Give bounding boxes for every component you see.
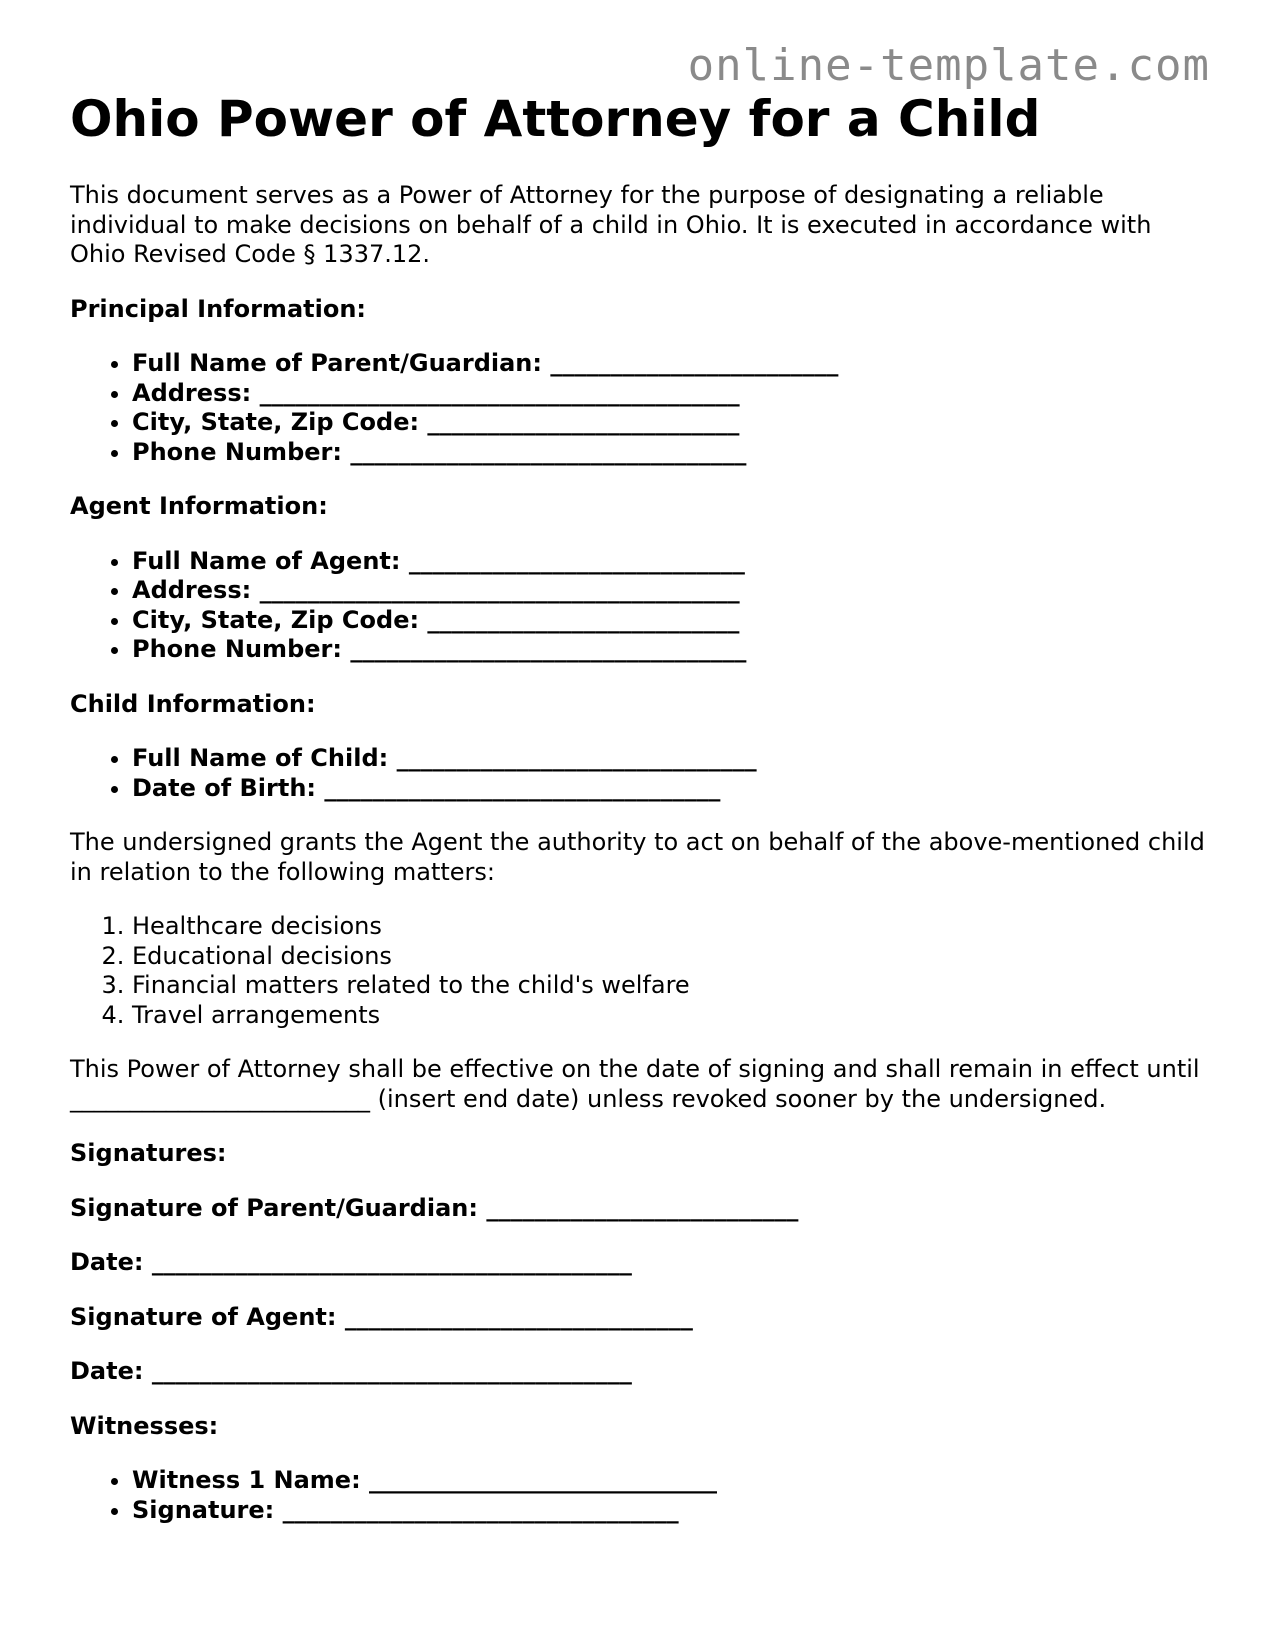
intro-paragraph: This document serves as a Power of Attorney for the purpose of designating a reliable individual to make decisions on behalf of a child in Ohio. It is executed in accordance with Ohio Revised Code § 1337.12.: [70, 181, 1152, 268]
child-heading: Child Information:: [70, 689, 316, 718]
fill-blank[interactable]: _____________________________: [369, 1466, 718, 1494]
signature-blank[interactable]: __________________________: [486, 1193, 799, 1222]
grant-paragraph: The undersigned grants the Agent the authority to act on behalf of the above-mentioned child in relation to the following matters:: [70, 828, 1205, 886]
fill-blank[interactable]: ________________________________________: [259, 378, 740, 407]
signature-label: Signature of Parent/Guardian:: [70, 1193, 478, 1222]
field-label: Date of Birth:: [132, 773, 317, 802]
fill-blank[interactable]: _________________________________: [324, 773, 721, 802]
fill-blank[interactable]: __________________________: [427, 605, 740, 634]
child-name-field[interactable]: [132, 744, 1210, 774]
fill-blank[interactable]: ____________________________: [408, 546, 745, 575]
principal-city-field[interactable]: [132, 408, 1210, 438]
field-label: Signature:: [132, 1495, 275, 1524]
agent-fields: [70, 547, 1210, 665]
effective-text-end: (insert end date) unless revoked sooner by the undersigned.: [377, 1084, 1107, 1113]
powers-list: [70, 912, 1210, 1030]
signature-blank[interactable]: _____________________________: [344, 1302, 693, 1331]
power-item: 4. Travel arrangements: [132, 1001, 1210, 1031]
field-label: Phone Number:: [132, 437, 342, 466]
field-label: Witness 1 Name:: [132, 1466, 361, 1494]
agent-date-line[interactable]: [70, 1357, 1210, 1387]
power-item: 2. Educational decisions: [132, 942, 1210, 972]
date-label: Date:: [70, 1357, 144, 1385]
agent-address-field[interactable]: [132, 576, 1210, 606]
date-blank[interactable]: ________________________________________: [151, 1248, 632, 1276]
date-label: Date:: [70, 1248, 144, 1276]
fill-blank[interactable]: _________________________________: [350, 437, 747, 466]
field-label: Full Name of Child:: [132, 744, 389, 772]
agent-signature-line[interactable]: [70, 1303, 1210, 1333]
document-title: Ohio Power of Attorney for a Child: [70, 90, 1041, 148]
power-item: 1. Healthcare decisions: [132, 912, 1210, 942]
parent-date-line[interactable]: [70, 1248, 1210, 1278]
witness-fields: [70, 1466, 1210, 1525]
parent-signature-line[interactable]: [70, 1194, 1210, 1224]
signature-label: Signature of Agent:: [70, 1302, 337, 1331]
field-label: Address:: [132, 576, 252, 604]
fill-blank[interactable]: __________________________: [427, 408, 740, 436]
principal-fields: [70, 349, 1210, 467]
field-label: City, State, Zip Code:: [132, 408, 420, 436]
field-label: Address:: [132, 378, 252, 407]
agent-name-field[interactable]: [132, 547, 1210, 577]
fill-blank[interactable]: _________________________________: [350, 635, 747, 663]
watermark: online-template.com: [687, 40, 1210, 91]
principal-name-field[interactable]: [132, 349, 1210, 379]
end-date-blank[interactable]: _________________________: [70, 1084, 370, 1113]
witness-signature-field[interactable]: [132, 1496, 1210, 1526]
child-dob-field[interactable]: [132, 774, 1210, 804]
field-label: Phone Number:: [132, 635, 342, 663]
fill-blank[interactable]: ________________________________________: [259, 576, 740, 604]
agent-heading: Agent Information:: [70, 492, 328, 520]
principal-address-field[interactable]: [132, 379, 1210, 409]
date-blank[interactable]: ________________________________________: [151, 1357, 632, 1385]
agent-phone-field[interactable]: [132, 635, 1210, 665]
effective-text-start: This Power of Attorney shall be effective on the date of signing and shall remain in effect until: [70, 1055, 1200, 1083]
principal-heading: Principal Information:: [70, 294, 367, 323]
field-label: City, State, Zip Code:: [132, 605, 420, 634]
principal-phone-field[interactable]: [132, 438, 1210, 468]
field-label: Full Name of Agent:: [132, 546, 401, 575]
agent-city-field[interactable]: [132, 606, 1210, 636]
fill-blank[interactable]: ______________________________: [396, 744, 757, 772]
signatures-heading: Signatures:: [70, 1139, 227, 1167]
power-item: 3. Financial matters related to the child's welfare: [132, 971, 1210, 1001]
field-label: Full Name of Parent/Guardian:: [132, 349, 542, 377]
witness-name-field[interactable]: [132, 1466, 1210, 1496]
fill-blank[interactable]: _________________________________: [282, 1495, 679, 1524]
fill-blank[interactable]: ________________________: [550, 349, 839, 377]
child-fields: [70, 744, 1210, 803]
effective-paragraph: [70, 1055, 1210, 1114]
witnesses-heading: Witnesses:: [70, 1411, 219, 1440]
document-body: [70, 181, 1210, 1550]
